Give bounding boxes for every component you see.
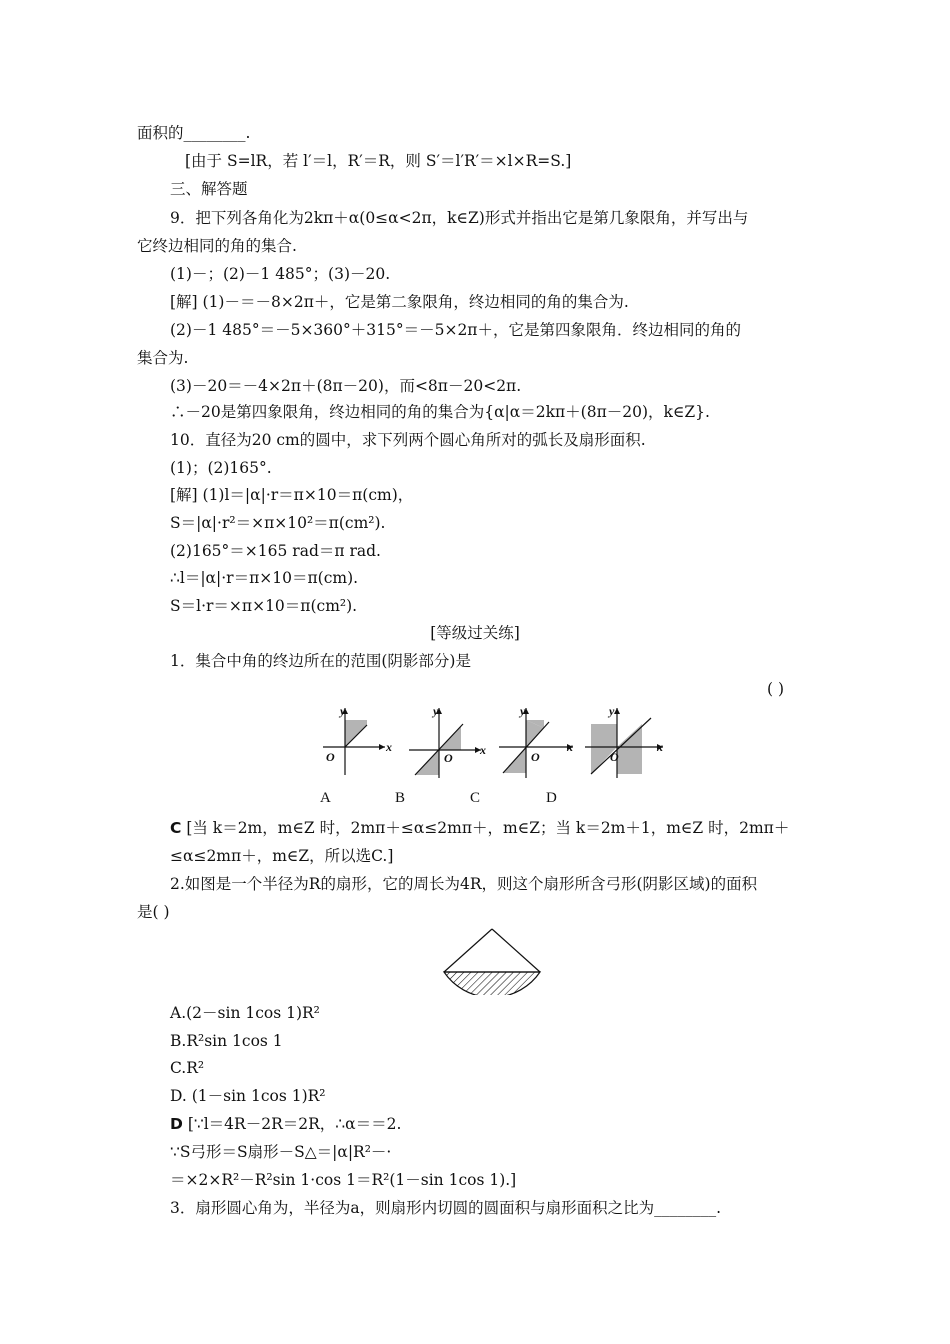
option-d: D. (1－sin 1cos 1)R² (170, 1087, 326, 1105)
solution-line: (2)－1 485°＝－5×360°＋315°＝－5×2π＋，它是第四象限角．终边相同的角的 (170, 321, 741, 339)
graph-d (585, 708, 663, 778)
answer-explanation: [∵l＝4R－2R＝2R，∴α＝＝2. (187, 1115, 402, 1133)
choice-label-b: B (395, 790, 406, 806)
arrow-icon (614, 708, 620, 714)
y-axis-label: y (433, 704, 439, 718)
solution-line: ∴－20是第四象限角，终边相同的角的集合为{α|α＝2kπ＋(8π－20)，k∈Z}. (170, 403, 710, 421)
option-a: A.(2－sin 1cos 1)R² (170, 1004, 320, 1022)
y-axis-label: y (340, 704, 346, 718)
solution-line: S＝l·r＝×π×10＝π(cm²). (170, 597, 358, 615)
option-c: C.R² (170, 1059, 205, 1077)
origin-label: O (610, 750, 619, 764)
origin-label: O (444, 751, 453, 765)
shaded-region (617, 724, 642, 774)
section-title: [等级过关练] (430, 624, 520, 642)
answer-explanation: [当 k＝2m，m∈Z 时，2mπ＋≤α≤2mπ＋，m∈Z；当 k＝2m＋1，m∈Z 时，2mπ＋ (186, 819, 790, 837)
solution-line: 集合为. (137, 349, 189, 367)
answer-line (170, 1114, 401, 1134)
answer-line (170, 818, 789, 838)
origin-label: O (531, 750, 540, 764)
radius-line (444, 929, 492, 972)
choice-label-d: D (546, 790, 557, 806)
solution-line: (3)－20＝－4×2π＋(8π－20)，而<8π－20<2π. (170, 377, 522, 395)
solution-line: ∴l＝|α|·r＝π×10＝π(cm). (170, 569, 359, 587)
origin-label: O (326, 750, 335, 764)
y-axis-label: y (520, 704, 526, 718)
choice-label-c: C (470, 790, 481, 806)
choice-graphs (315, 700, 670, 785)
segment-shaded (444, 972, 540, 995)
x-axis-label: x (567, 740, 573, 754)
text-line: 它终边相同的角的集合. (137, 237, 297, 255)
text-line: (1)；(2)165°. (170, 459, 272, 477)
radius-line (492, 929, 540, 972)
question-9: 9．把下列各角化为2kπ＋α(0≤α<2π，k∈Z)形式并指出它是第几象限角，并写出与 (170, 209, 749, 227)
solution-line: [解] (1)－＝－8×2π＋，它是第二象限角，终边相同的角的集合为. (170, 293, 629, 311)
solution-line: S＝|α|·r²＝×π×10²＝π(cm²). (170, 514, 386, 532)
solution-line: ＝×2×R²－R²sin 1·cos 1＝R²(1－sin 1cos 1).] (170, 1171, 517, 1189)
solution-line: (2)165°＝×165 rad＝π rad. (170, 542, 381, 560)
question-2: 2.如图是一个半径为R的扇形，它的周长为4R，则这个扇形所含弓形(阴影区域)的面积 (170, 875, 758, 893)
shaded-region (591, 724, 617, 774)
answer-letter: D (170, 1115, 183, 1133)
text-line: ≤α≤2mπ＋，m∈Z，所以选C.] (170, 847, 394, 865)
text-line: (1)－；(2)－1 485°；(3)－20. (170, 265, 391, 283)
question-10: 10．直径为20 cm的圆中，求下列两个圆心角所对的弧长及扇形面积. (170, 431, 646, 449)
text-line: 是( ) (137, 903, 170, 921)
answer-letter: C (170, 819, 182, 837)
choice-label-a: A (320, 790, 331, 806)
section-heading: 三、解答题 (170, 180, 248, 198)
graph-b (409, 708, 481, 778)
text-line: [由于 S=lR，若 l′＝l，R′＝R，则 S′＝l′R′＝×l×R=S.] (185, 152, 572, 170)
answer-bracket: ( ) (767, 680, 785, 698)
x-axis-label: x (657, 740, 663, 754)
question-3: 3．扇形圆心角为，半径为a，则扇形内切圆的圆面积与扇形面积之比为________. (170, 1199, 722, 1217)
question-1: 1．集合中角的终边所在的范围(阴影部分)是 (170, 652, 471, 670)
solution-line: [解] (1)l＝|α|·r＝π×10＝π(cm)， (170, 486, 414, 504)
arrow-icon (379, 744, 385, 750)
text-line: 面积的________. (137, 124, 251, 142)
x-axis-label: x (480, 743, 486, 757)
y-axis-label: y (609, 704, 615, 718)
solution-line: ∵S弓形＝S扇形－S△＝|α|R²－· (170, 1143, 392, 1161)
x-axis-label: x (386, 740, 392, 754)
graph-c (499, 708, 573, 778)
sector-diagram (440, 925, 545, 995)
option-b: B.R²sin 1cos 1 (170, 1032, 283, 1050)
